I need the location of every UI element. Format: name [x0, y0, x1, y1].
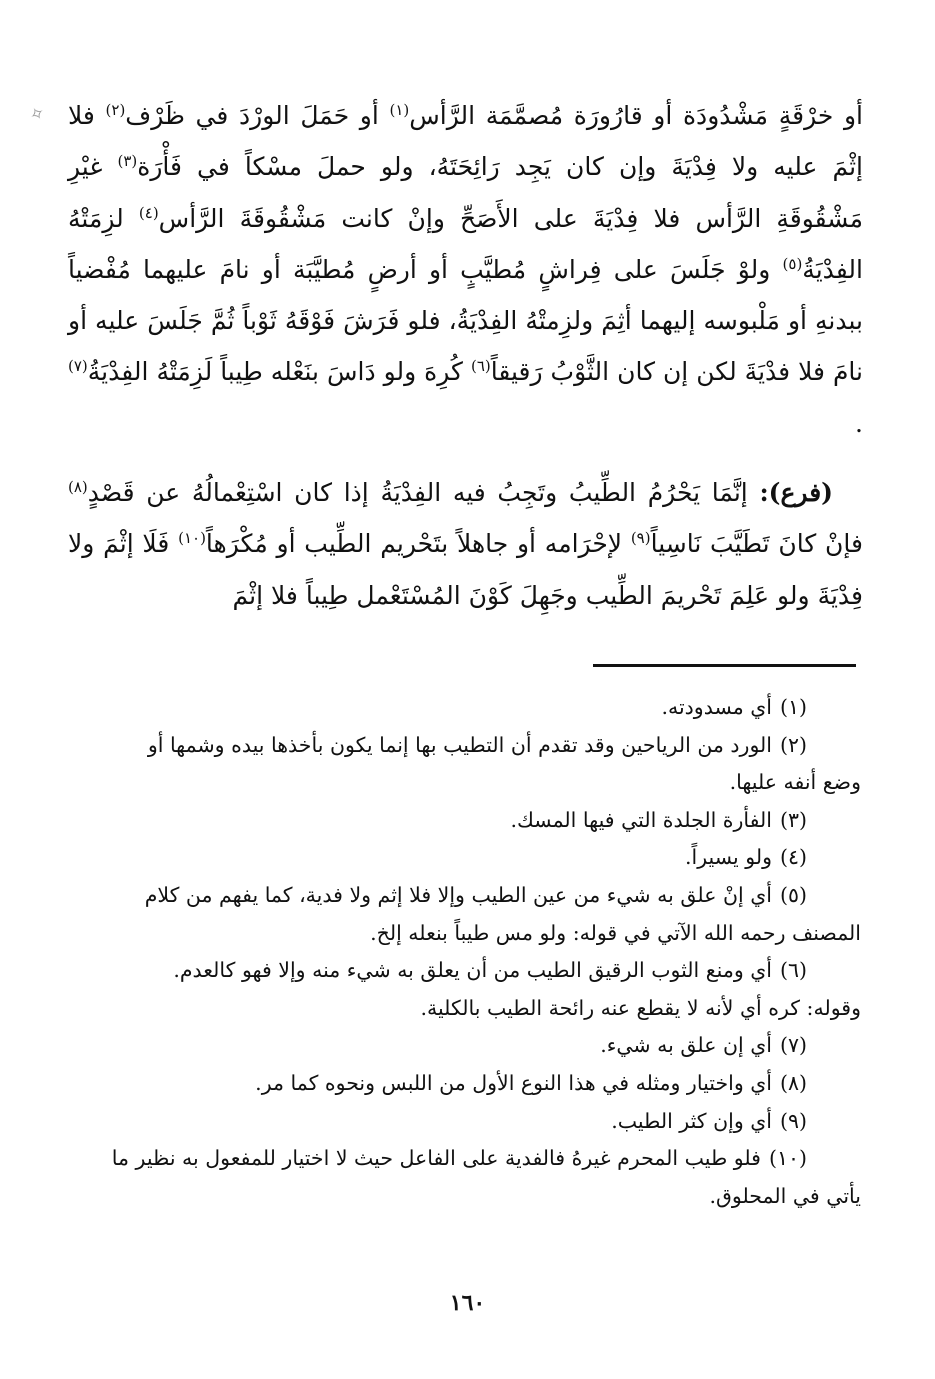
footnote-text: أي مسدودته. [661, 695, 772, 719]
text-segment: . [855, 408, 863, 438]
footnote-separator [593, 664, 856, 667]
footnote-text: أي وإن كثر الطيب. [611, 1108, 772, 1133]
footnote-text: أي واختيار ومثله في هذا النوع الأول من اللبس ونحوه كما مر. [255, 1070, 772, 1095]
footnote-text: أي إن علق به شيء. [600, 1033, 772, 1058]
text-segment: فَلَا إثْمَ ولا فِدْيَةَ ولو عَلِمَ تَحْريمَ الطِّيب وجَهِلَ كَوْنَ المُسْتَعْمل طِيباً فلا إثْمَ [68, 529, 863, 610]
footnote [71, 1104, 861, 1140]
section-lead: (فرع): [759, 478, 833, 508]
text-segment: أو خرْقَةٍ مَشْدُودَة أو قارُورَة مُصمَّمَة الرَّأس [409, 101, 863, 130]
footnote-ref: (٨) [68, 478, 88, 497]
footnote-continuation: يأتي في المحلوق. [709, 1183, 861, 1208]
text-segment: فإنْ كانَ تَطَيَّبَ نَاسِياً [650, 529, 863, 559]
footnote-ref: (٧) [68, 357, 88, 376]
footnote [71, 878, 861, 914]
text-segment: غيْرِ مَشْقُوقَةِ الرَّأس فلا فِدْيَةَ على الأَصَحِّ وإنْ كانت مَشْقُوقَةَ الرَّأس [68, 152, 864, 233]
text-segment: لإحْرَامه أو جاهلاً بتَحْريم الطِّيب أو مُكْرَهاً [205, 529, 631, 559]
text-segment: إنَّمَا يَحْرُمُ الطِّيبُ وتَجِبُ فيه الفِدْيَةُ إذا كان اسْتِعْمالُهُ عن قَصْدٍ [87, 478, 760, 508]
footnote-ref: (٦) [470, 357, 491, 376]
footnote-continuation: وقوله: كره أي لأنه لا يقطع عنه رائحة الطيب بالكلية. [420, 995, 861, 1020]
text-segment: أو حَمَلَ الورْدَ في ظَرْف [125, 101, 390, 130]
footnote-number: (١) [779, 695, 807, 719]
paragraph-1 [68, 90, 863, 449]
margin-mark-icon: ✧ [25, 101, 50, 128]
footnote-number: (٧) [779, 1033, 807, 1058]
footnote-ref: (٤) [138, 203, 159, 222]
footnote [71, 1141, 861, 1177]
footnote [71, 803, 861, 839]
footnote [71, 1028, 861, 1064]
footnote-ref: (٢) [105, 101, 126, 119]
footnote-text: فلو طيب المحرم غيرهُ فالفدية على الفاعل حيث لا اختيار للمفعول به نظير ما [111, 1146, 761, 1171]
footnote-number: (٩) [779, 1108, 807, 1133]
footnote-ref: (٩) [630, 529, 651, 548]
footnote [71, 1066, 861, 1102]
footnote [71, 690, 861, 726]
footnote [71, 840, 861, 876]
footnote [71, 728, 861, 764]
footnote-ref: (٥) [782, 254, 803, 273]
page-number: ١٦٠ [449, 1290, 486, 1316]
text-segment: لزِمَتْهُ الفِدْيَةُ [68, 203, 863, 284]
footnote-number: (٤) [779, 845, 807, 870]
footnote-ref: (١٠) [178, 529, 206, 548]
footnote-text: الفأرة الجلدة التي فيها المسك. [510, 807, 772, 832]
text-segment: ولوْ جَلَسَ على فِراشٍ مُطيَّبٍ أو أرضٍ مُطيَّبَة أو نامَ عليهما مُفْضياً ببدنهِ أو مَلْبوسه إليهما أثِمَ ولزِمتْهُ الفِدْيَةُ، فلو فَرَشَ فَوْقَهُ ثَوْباً ثُمَّ جَلَسَ عليه أو نامَ فلا فدْيَةَ لكن إن كان الثَّوْبُ رَقيقاً [68, 254, 863, 387]
footnote-number: (١٠) [768, 1146, 807, 1171]
footnote-ref: (٣) [117, 152, 138, 171]
footnote-text: أي ومنع الثوب الرقيق الطيب من أن يعلق به شيء منه وإلا فهو كالعدم. [173, 958, 772, 983]
footnote-number: (٣) [779, 807, 807, 832]
paragraph-2 [68, 467, 863, 621]
footnote-number: (٥) [779, 882, 807, 907]
footnote-continuation: وضع أنفه عليها. [729, 770, 861, 795]
footnote-text: الورد من الرياحين وقد تقدم أن التطيب بها إنما يكون بأخذها بيده وشمها أو [147, 732, 772, 757]
footnote-number: (٦) [779, 958, 807, 983]
text-segment: كُرِهَ ولو دَاسَ بنَعْله طِيباً لَزِمَتْهُ الفِدْيَةُ [87, 357, 471, 387]
footnote-ref: (١) [389, 101, 410, 119]
footnote-text: ولو يسيراً. [685, 845, 772, 870]
footnote-number: (٨) [779, 1070, 807, 1095]
footnote [71, 953, 861, 989]
footnote-text: أي إنْ علق به شيء من عين الطيب وإلا فلا إثم ولا فدية، كما يفهم من كلام [144, 882, 772, 907]
text-segment: فلا إثْمَ عليه ولا فِدْيَةَ وإن كان يَجِد رَائِحَتَهُ، ولو حملَ مسْكاً في فَأْرَة [68, 101, 863, 182]
footnote-continuation: المصنف رحمه الله الآتي في قوله: ولو مس طيباً بنعله إلخ. [370, 920, 861, 945]
main-text [68, 90, 863, 621]
footnote-number: (٢) [779, 732, 807, 757]
footnotes [71, 690, 861, 1216]
